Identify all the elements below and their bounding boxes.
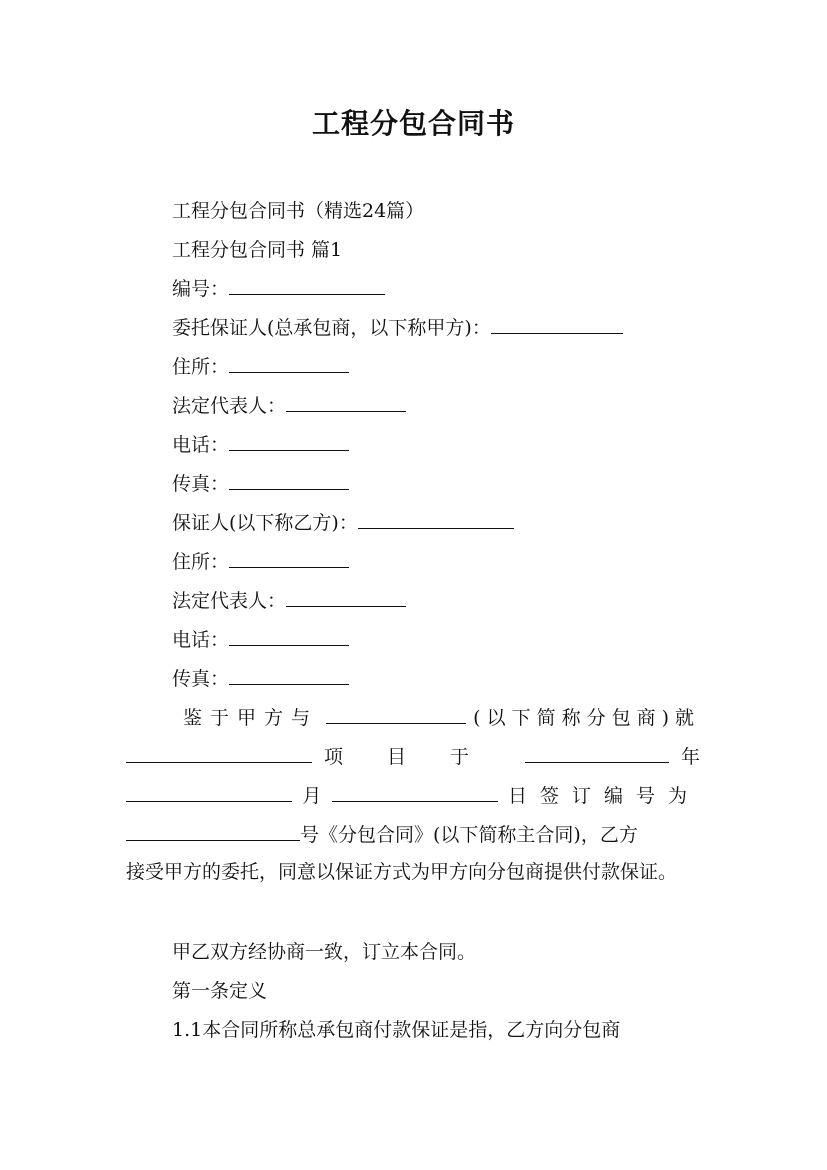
- a-phone-blank: [229, 432, 349, 451]
- party-a-blank: [491, 315, 623, 334]
- party-b-label: 保证人(以下称乙方)：: [172, 512, 358, 534]
- b-legal-rep-field: [172, 588, 406, 614]
- article-1-1-text: 1.1本合同所称总承包商付款保证是指，乙方向分包商: [172, 1019, 621, 1041]
- b-phone-label: 电话：: [172, 629, 230, 651]
- a-address-blank: [229, 354, 349, 373]
- party-b-field: [172, 510, 514, 536]
- month-blank: [126, 783, 292, 802]
- subtitle: 工程分包合同书（精选24篇）: [172, 200, 425, 222]
- recital-part2: (以下简称分包商)就: [473, 707, 700, 729]
- b-address-field: [172, 549, 349, 575]
- number-blank: [229, 276, 385, 295]
- contract-ref: 号《分包合同》(以下简称主合同)，乙方: [300, 824, 638, 846]
- number-field: [172, 276, 385, 302]
- subcontractor-blank: [326, 705, 466, 724]
- recital-line-2: [126, 744, 700, 770]
- a-phone-label: 电话：: [172, 434, 230, 456]
- year-word: 年: [680, 746, 700, 768]
- a-fax-field: [172, 471, 349, 497]
- month-word: 月: [302, 785, 322, 807]
- a-address-field: [172, 354, 349, 380]
- b-phone-blank: [229, 627, 349, 646]
- b-address-label: 住所：: [172, 551, 230, 573]
- b-phone-field: [172, 627, 349, 653]
- recital-line-1: [183, 705, 700, 731]
- party-a-field: [172, 315, 623, 341]
- section-heading: 工程分包合同书 篇1: [172, 239, 343, 261]
- number-label: 编号：: [172, 278, 230, 300]
- party-a-label: 委托保证人(总承包商，以下称甲方)：: [172, 317, 491, 339]
- b-legal-rep-label: 法定代表人：: [172, 590, 287, 612]
- b-address-blank: [229, 549, 349, 568]
- recital-line-3: [126, 783, 700, 809]
- b-fax-label: 传真：: [172, 668, 230, 690]
- recital-continuation: 接受甲方的委托，同意以保证方式为甲方向分包商提供付款保证。: [126, 861, 678, 883]
- document-title: 工程分包合同书: [311, 107, 515, 140]
- b-legal-rep-blank: [286, 588, 406, 607]
- b-fax-field: [172, 666, 349, 692]
- day-signed: 日签订编号为: [507, 785, 700, 807]
- a-legal-rep-field: [172, 393, 406, 419]
- a-fax-label: 传真：: [172, 473, 230, 495]
- a-phone-field: [172, 432, 349, 458]
- contract-number-blank: [126, 822, 300, 841]
- b-fax-blank: [229, 666, 349, 685]
- project-blank: [126, 744, 312, 763]
- a-legal-rep-label: 法定代表人：: [172, 395, 287, 417]
- agreement-statement: 甲乙双方经协商一致，订立本合同。: [172, 941, 477, 963]
- project-word: 项目于: [323, 746, 513, 768]
- day-blank: [332, 783, 498, 802]
- a-address-label: 住所：: [172, 356, 230, 378]
- recital-part1: 鉴于甲方与: [183, 707, 319, 729]
- year-blank: [525, 744, 669, 763]
- party-b-blank: [358, 510, 514, 529]
- recital-line-4: [126, 822, 700, 848]
- article-1-heading: 第一条定义: [172, 980, 268, 1002]
- a-fax-blank: [229, 471, 349, 490]
- a-legal-rep-blank: [286, 393, 406, 412]
